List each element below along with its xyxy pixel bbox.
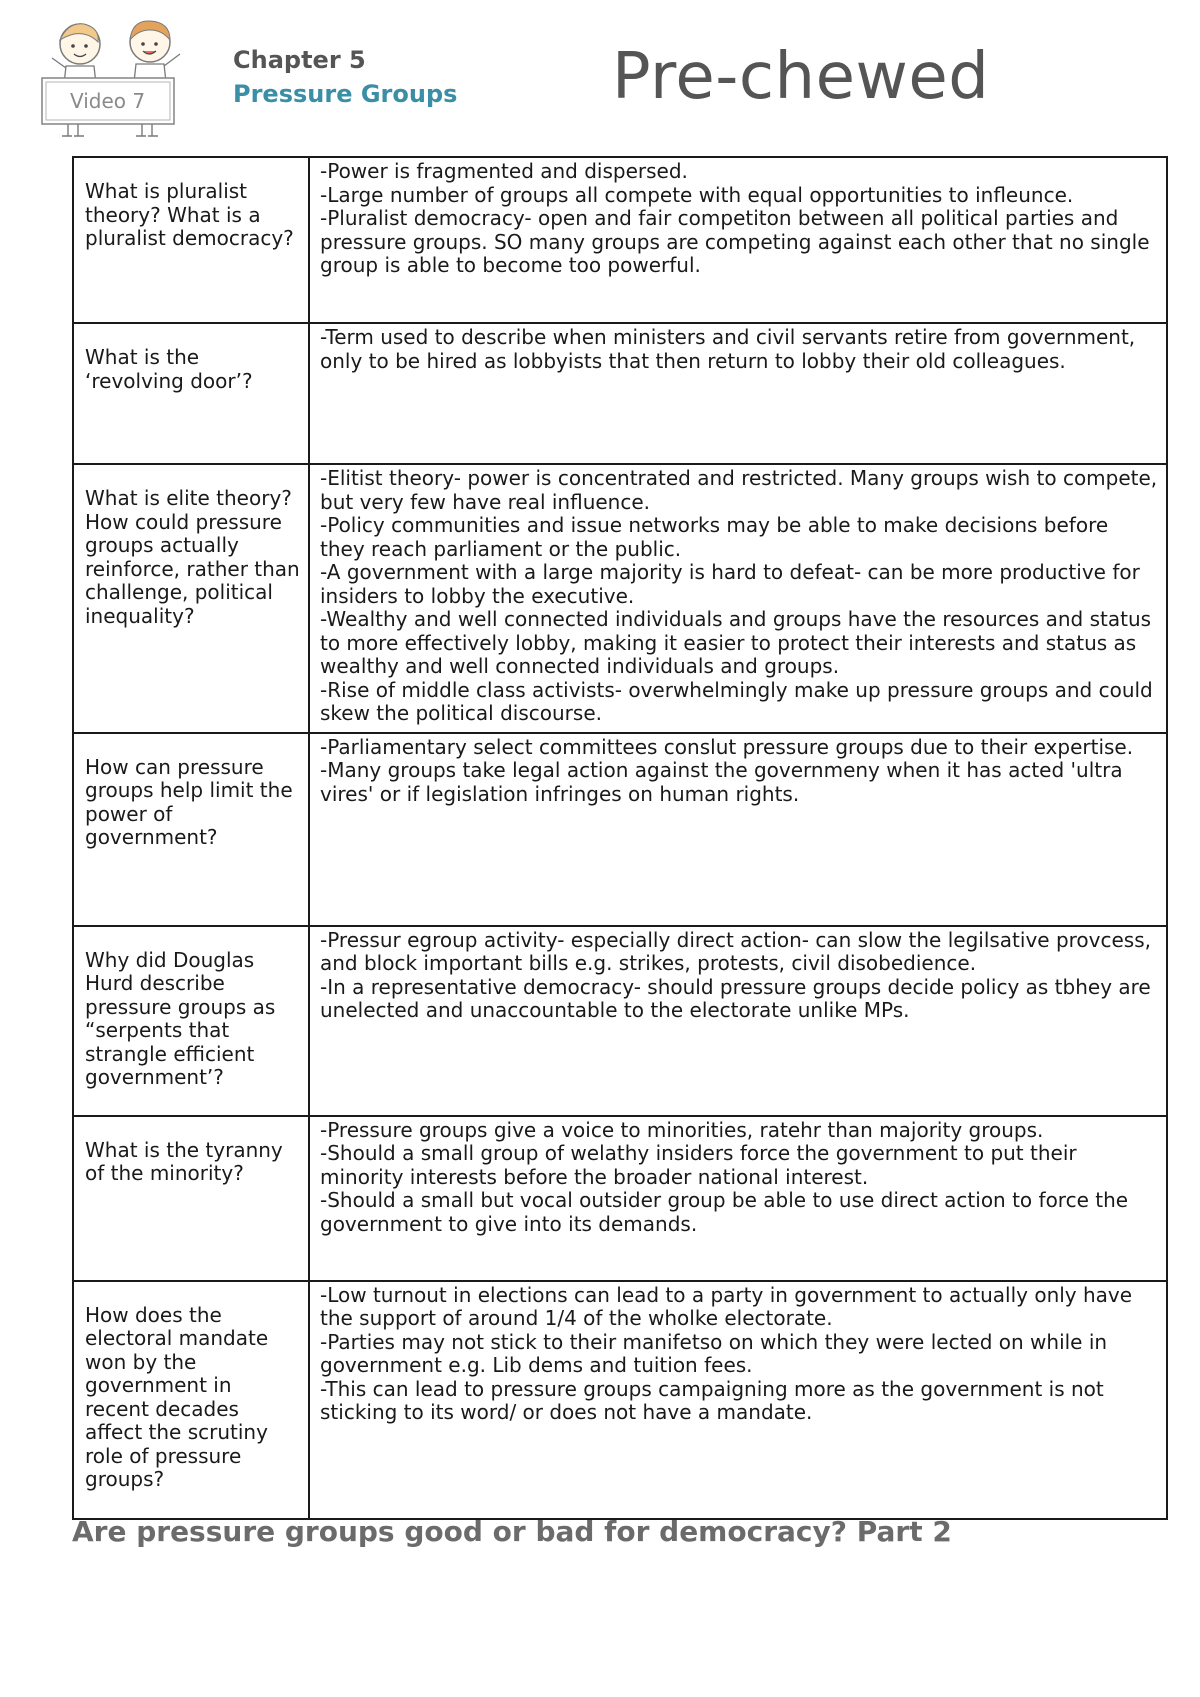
answer-line: -Rise of middle class activists- overwhelmingly make up pressure groups and could skew the political discourse. (320, 677, 1153, 725)
answer-line: -Low turnout in elections can lead to a party in government to actually only have the support of around 1/4 of the wholke electorate. (320, 1282, 1133, 1330)
answer-cell (309, 733, 1167, 926)
table-row (73, 464, 1167, 733)
answer-line: -Should a small group of welathy insiders force the government to put their minority interests before the broader national interest. (320, 1141, 1077, 1189)
table-row (73, 733, 1167, 926)
answer-line: -Should a small but vocal outsider group be able to use direct action to force the government to give into its demands. (320, 1188, 1129, 1236)
table-row (73, 1281, 1167, 1519)
table-row (73, 926, 1167, 1116)
answer-line: -Pluralist democracy- open and fair competiton between all political parties and pressure groups. SO many groups are competing against each other that no single group is able to become too powerful. (320, 206, 1150, 277)
question-cell: How can pressure groups help limit the power of government? (73, 733, 309, 926)
question-answer-table (72, 156, 1168, 1520)
answer-line: -A government with a large majority is hard to defeat- can be more productive for insiders to lobby the executive. (320, 560, 1140, 608)
answer-line: -Large number of groups all compete with equal opportunities to infleunce. (320, 182, 1074, 207)
question-cell: What is elite theory? How could pressure groups actually reinforce, rather than challenge, political inequality? (73, 464, 309, 733)
answer-line: -Parties may not stick to their manifetso on which they were lected on while in government e.g. Lib dems and tuition fees. (320, 1329, 1108, 1377)
chapter-number: Chapter 5 (233, 46, 366, 74)
video-label: Video 7 (70, 89, 146, 113)
question-cell: How does the electoral mandate won by the government in recent decades affect the scrutiny role of pressure groups? (73, 1281, 309, 1519)
answer-cell (309, 157, 1167, 323)
answer-line: -Pressur egroup activity- especially direct action- can slow the legilsative provcess, and block important bills e.g. strikes, protests, civil disobedience. (320, 927, 1151, 975)
answer-line: -In a representative democracy- should pressure groups decide policy as tbhey are unelected and unaccountable to the electorate unlike MPs. (320, 974, 1151, 1022)
page-header (0, 0, 1200, 150)
table-row (73, 1116, 1167, 1281)
children-holding-sign-icon (38, 18, 198, 140)
answer-line: -Elitist theory- power is concentrated and restricted. Many groups wish to compete, but very few have real influence. (320, 466, 1158, 514)
answer-line: -Policy communities and issue networks may be able to make decisions before they reach parliament or the public. (320, 513, 1109, 561)
answer-line: -This can lead to pressure groups campaigning more as the government is not sticking to its word/ or does not have a mandate. (320, 1376, 1104, 1424)
question-cell: What is the ‘revolving door’? (73, 323, 309, 464)
answer-line: -Term used to describe when ministers and civil servants retire from government, only to be hired as lobbyists that then return to lobby their old colleagues. (320, 325, 1136, 373)
table-row (73, 157, 1167, 323)
chapter-title: Pressure Groups (233, 80, 458, 108)
answer-line: -Pressure groups give a voice to minorities, ratehr than majority groups. (320, 1117, 1044, 1142)
answer-cell (309, 1281, 1167, 1519)
question-cell: What is pluralist theory? What is a pluralist democracy? (73, 157, 309, 323)
answer-line: -Power is fragmented and dispersed. (320, 159, 688, 183)
answer-cell (309, 464, 1167, 733)
question-cell: Why did Douglas Hurd describe pressure groups as “serpents that strangle efficient government’? (73, 926, 309, 1116)
table-row (73, 323, 1167, 464)
answer-line: -Many groups take legal action against the governmeny when it has acted 'ultra vires' or if legislation infringes on human rights. (320, 758, 1123, 806)
answer-line: -Wealthy and well connected individuals and groups have the resources and status to more effectively lobby, making it easier to protect their interests and status as wealthy and well connected individuals and groups. (320, 607, 1152, 678)
section-heading: Are pressure groups good or bad for democracy? Part 2 (72, 1515, 952, 1548)
answer-line: -Parliamentary select committees conslut pressure groups due to their expertise. (320, 734, 1134, 759)
answer-cell (309, 323, 1167, 464)
question-cell: What is the tyranny of the minority? (73, 1116, 309, 1281)
page-title: Pre-chewed (612, 40, 990, 114)
answer-cell (309, 926, 1167, 1116)
answer-cell (309, 1116, 1167, 1281)
